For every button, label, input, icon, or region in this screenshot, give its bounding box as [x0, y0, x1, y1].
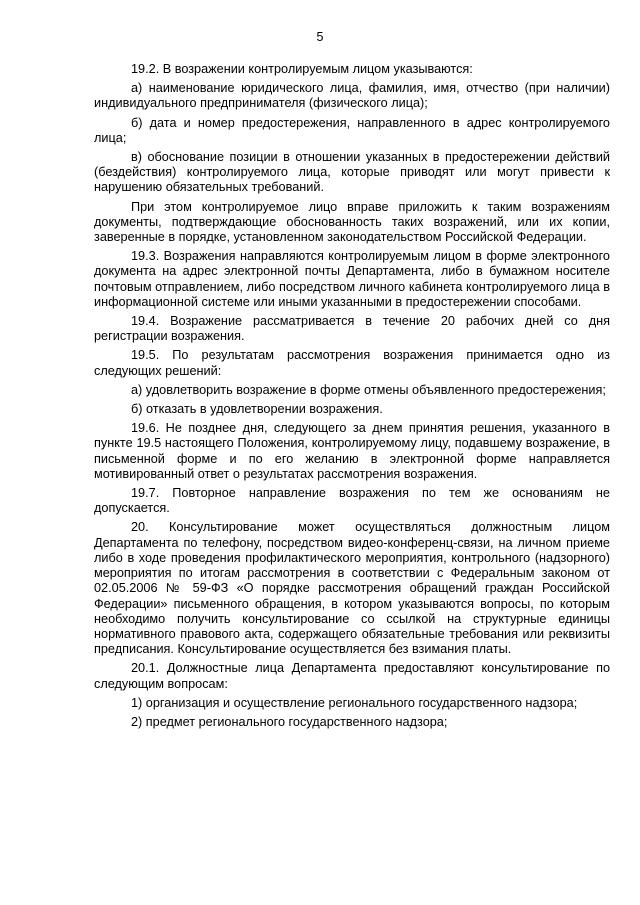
paragraph-19-6: 19.6. Не позднее дня, следующего за днем принятия решения, указанного в пункте 19.5 настоящего Положения, контролируемому лицу, подавшему возражение, в письменной форме и по его желанию в электронной форме направляется мотивированный ответ о результатах рассмотрения возражения.	[94, 421, 610, 481]
paragraph-19-3: 19.3. Возражения направляются контролируемым лицом в форме электронного документа на адрес электронной почты Департамента, либо в бумажном носителе почтовым отправлением, либо посредством личного кабинета контролируемого лица в информационной системе или иными указанными в предостережении способами.	[94, 249, 610, 309]
paragraph-20: 20. Консультирование может осуществляться должностным лицом Департамента по телефону, посредством видео-конференц-связи, на личном приеме либо в ходе проведения профилактического мероприятия, контрольного (надзорного) мероприятия по итогам рассмотрения в соответствии с Федеральным законом от 02.05.2006 № 59-ФЗ «О порядке рассмотрения обращений граждан Российской Федерации» письменного обращения, в котором указываются вопросы, по которым необходимо получить консультирование со ссылкой на структурные единицы нормативного правового акта, содержащего обязательные требования или реквизиты предписания. Консультирование осуществляется без взимания платы.	[94, 520, 610, 657]
paragraph-attachments: При этом контролируемое лицо вправе приложить к таким возражениям документы, подтверждающие обоснованность таких возражений, или их копии, заверенные в порядке, установленном законодательством Российской Федерации.	[94, 199, 610, 245]
paragraph-19-2-b: б) дата и номер предостережения, направленного в адрес контролируемого лица;	[94, 115, 610, 145]
paragraph-20-1-2: 2) предмет регионального государственного надзора;	[131, 714, 448, 729]
page-number: 5	[316, 30, 324, 44]
paragraph-19-2: 19.2. В возражении контролируемым лицом указываются:	[131, 62, 473, 76]
paragraph-20-1: 20.1. Должностные лица Департамента предоставляют консультирование по следующим вопросам:	[94, 661, 610, 691]
paragraph-20-1-1: 1) организация и осуществление регионального государственного надзора;	[131, 695, 578, 710]
paragraph-19-5-a: а) удовлетворить возражение в форме отмены объявленного предостережения;	[131, 382, 606, 397]
paragraph-19-5: 19.5. По результатам рассмотрения возражения принимается одно из следующих решений:	[94, 348, 610, 378]
paragraph-19-4: 19.4. Возражение рассматривается в течение 20 рабочих дней со дня регистрации возражения.	[94, 314, 610, 344]
paragraph-19-7: 19.7. Повторное направление возражения по тем же основаниям не допускается.	[94, 486, 610, 516]
paragraph-19-2-a: а) наименование юридического лица, фамилия, имя, отчество (при наличии) индивидуального предпринимателя (физического лица);	[94, 81, 610, 111]
document-body	[94, 62, 610, 734]
paragraph-19-2-v: в) обоснование позиции в отношении указанных в предостережении действий (бездействия) контролируемого лица, которые приводят или могут привести к нарушению обязательных требований.	[94, 150, 610, 195]
paragraph-19-5-b: б) отказать в удовлетворении возражения.	[131, 402, 383, 417]
